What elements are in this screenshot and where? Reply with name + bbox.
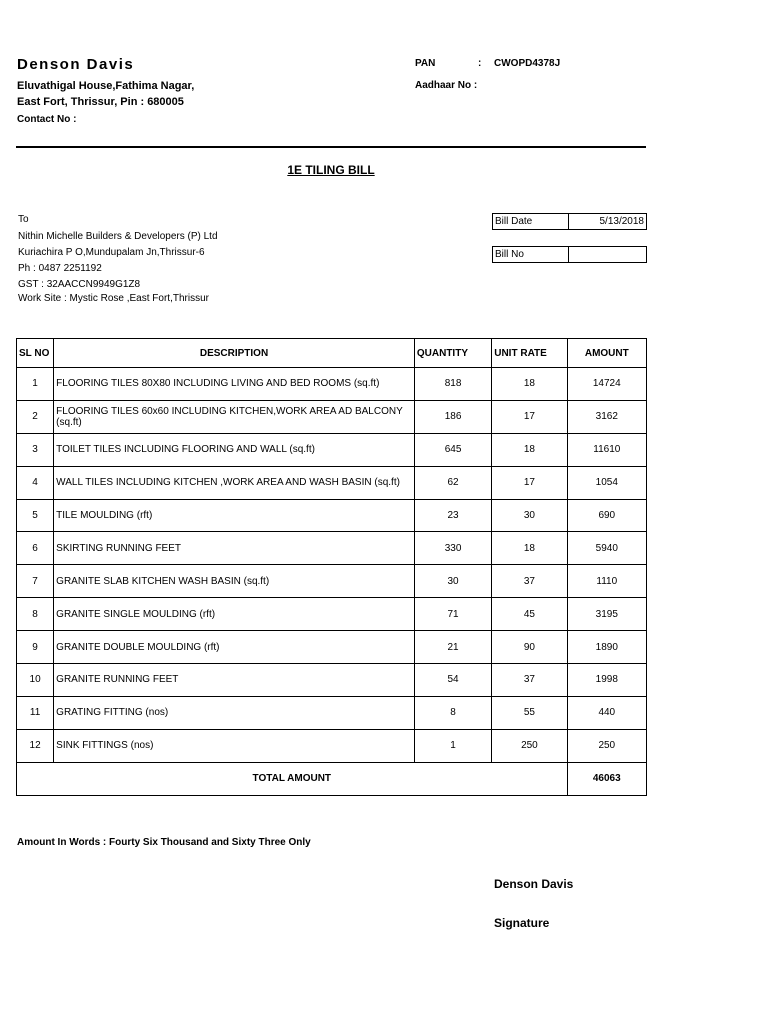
total-value: 46063 <box>567 762 646 795</box>
table-row <box>17 565 647 598</box>
header-description: DESCRIPTION <box>54 339 415 368</box>
row-quantity: 1 <box>414 729 491 762</box>
row-unit-rate: 45 <box>492 598 567 631</box>
row-description: WALL TILES INCLUDING KITCHEN ,WORK AREA AND WASH BASIN (sq.ft) <box>54 466 415 499</box>
table-header-row <box>17 339 647 368</box>
contact-label: Contact No : <box>17 114 77 125</box>
row-amount: 1998 <box>567 664 646 697</box>
row-description: FLOORING TILES 60x60 INCLUDING KITCHEN,WORK AREA AD BALCONY (sq.ft) <box>54 400 415 433</box>
row-amount: 1890 <box>567 631 646 664</box>
row-amount: 14724 <box>567 368 646 401</box>
bill-no-label: Bill No <box>495 249 524 260</box>
bill-title: 1E TILING BILL <box>287 163 375 177</box>
table-row <box>17 433 647 466</box>
header-sl-no: SL NO <box>17 339 54 368</box>
row-amount: 3195 <box>567 598 646 631</box>
row-unit-rate: 55 <box>492 696 567 729</box>
row-quantity: 23 <box>414 499 491 532</box>
row-amount: 1054 <box>567 466 646 499</box>
recipient-address: Kuriachira P O,Mundupalam Jn,Thrissur-6 <box>18 247 205 258</box>
row-unit-rate: 37 <box>492 664 567 697</box>
row-sl-no: 4 <box>17 466 54 499</box>
recipient-work-site: Work Site : Mystic Rose ,East Fort,Thrissur <box>18 293 209 304</box>
row-description: TILE MOULDING (rft) <box>54 499 415 532</box>
row-unit-rate: 18 <box>492 433 567 466</box>
row-quantity: 8 <box>414 696 491 729</box>
row-quantity: 186 <box>414 400 491 433</box>
table-row <box>17 598 647 631</box>
row-quantity: 21 <box>414 631 491 664</box>
aadhaar-label: Aadhaar No : <box>415 80 478 91</box>
row-sl-no: 12 <box>17 729 54 762</box>
row-amount: 1110 <box>567 565 646 598</box>
row-description: FLOORING TILES 80X80 INCLUDING LIVING AND BED ROOMS (sq.ft) <box>54 368 415 401</box>
header-unit-rate: UNIT RATE <box>492 339 567 368</box>
row-sl-no: 6 <box>17 532 54 565</box>
table-row <box>17 631 647 664</box>
row-sl-no: 11 <box>17 696 54 729</box>
row-unit-rate: 17 <box>492 400 567 433</box>
issuer-address-line2: East Fort, Thrissur, Pin : 680005 <box>17 96 184 108</box>
table-row <box>17 729 647 762</box>
header-divider <box>16 146 646 148</box>
bill-date-box <box>492 213 647 230</box>
row-unit-rate: 250 <box>492 729 567 762</box>
bill-date-label: Bill Date <box>495 216 533 227</box>
row-description: GRANITE DOUBLE MOULDING (rft) <box>54 631 415 664</box>
table-row <box>17 532 647 565</box>
recipient-gst: GST : 32AACCN9949G1Z8 <box>18 279 141 290</box>
total-row <box>17 762 647 795</box>
pan-value: CWOPD4378J <box>494 58 561 69</box>
row-amount: 690 <box>567 499 646 532</box>
recipient-phone: Ph : 0487 2251192 <box>18 263 102 274</box>
table-row <box>17 664 647 697</box>
recipient-company: Nithin Michelle Builders & Developers (P) Ltd <box>18 231 218 242</box>
table-row <box>17 696 647 729</box>
row-unit-rate: 30 <box>492 499 567 532</box>
bill-date-value: 5/13/2018 <box>599 216 644 227</box>
items-table <box>16 338 647 796</box>
row-sl-no: 7 <box>17 565 54 598</box>
row-description: GRANITE SLAB KITCHEN WASH BASIN (sq.ft) <box>54 565 415 598</box>
issuer-address-line1: Eluvathigal House,Fathima Nagar, <box>17 80 195 92</box>
row-amount: 3162 <box>567 400 646 433</box>
table-row <box>17 499 647 532</box>
table-row <box>17 466 647 499</box>
signature-label: Signature <box>494 916 550 930</box>
row-quantity: 62 <box>414 466 491 499</box>
row-sl-no: 8 <box>17 598 54 631</box>
table-row <box>17 400 647 433</box>
row-sl-no: 2 <box>17 400 54 433</box>
row-amount: 5940 <box>567 532 646 565</box>
header-amount: AMOUNT <box>567 339 646 368</box>
row-quantity: 818 <box>414 368 491 401</box>
row-sl-no: 9 <box>17 631 54 664</box>
row-quantity: 330 <box>414 532 491 565</box>
bill-no-box <box>492 246 647 263</box>
header-quantity: QUANTITY <box>414 339 491 368</box>
bill-date-divider <box>568 214 569 229</box>
row-unit-rate: 17 <box>492 466 567 499</box>
issuer-name: Denson Davis <box>17 56 135 73</box>
row-unit-rate: 18 <box>492 532 567 565</box>
row-amount: 250 <box>567 729 646 762</box>
row-description: GRATING FITTING (nos) <box>54 696 415 729</box>
row-description: TOILET TILES INCLUDING FLOORING AND WALL (sq.ft) <box>54 433 415 466</box>
row-unit-rate: 90 <box>492 631 567 664</box>
row-sl-no: 1 <box>17 368 54 401</box>
row-quantity: 30 <box>414 565 491 598</box>
row-amount: 11610 <box>567 433 646 466</box>
row-quantity: 54 <box>414 664 491 697</box>
table-row <box>17 368 647 401</box>
row-sl-no: 5 <box>17 499 54 532</box>
row-description: SINK FITTINGS (nos) <box>54 729 415 762</box>
row-unit-rate: 37 <box>492 565 567 598</box>
row-unit-rate: 18 <box>492 368 567 401</box>
row-quantity: 71 <box>414 598 491 631</box>
total-label: TOTAL AMOUNT <box>17 762 568 795</box>
bill-no-divider <box>568 247 569 262</box>
signatory-name: Denson Davis <box>494 877 574 891</box>
pan-colon: : <box>478 58 482 69</box>
pan-label: PAN <box>415 58 436 69</box>
row-amount: 440 <box>567 696 646 729</box>
row-quantity: 645 <box>414 433 491 466</box>
to-label: To <box>18 214 29 225</box>
row-sl-no: 10 <box>17 664 54 697</box>
row-description: GRANITE SINGLE MOULDING (rft) <box>54 598 415 631</box>
amount-in-words: Amount In Words : Fourty Six Thousand and Sixty Three Only <box>17 837 311 848</box>
row-description: GRANITE RUNNING FEET <box>54 664 415 697</box>
row-description: SKIRTING RUNNING FEET <box>54 532 415 565</box>
row-sl-no: 3 <box>17 433 54 466</box>
